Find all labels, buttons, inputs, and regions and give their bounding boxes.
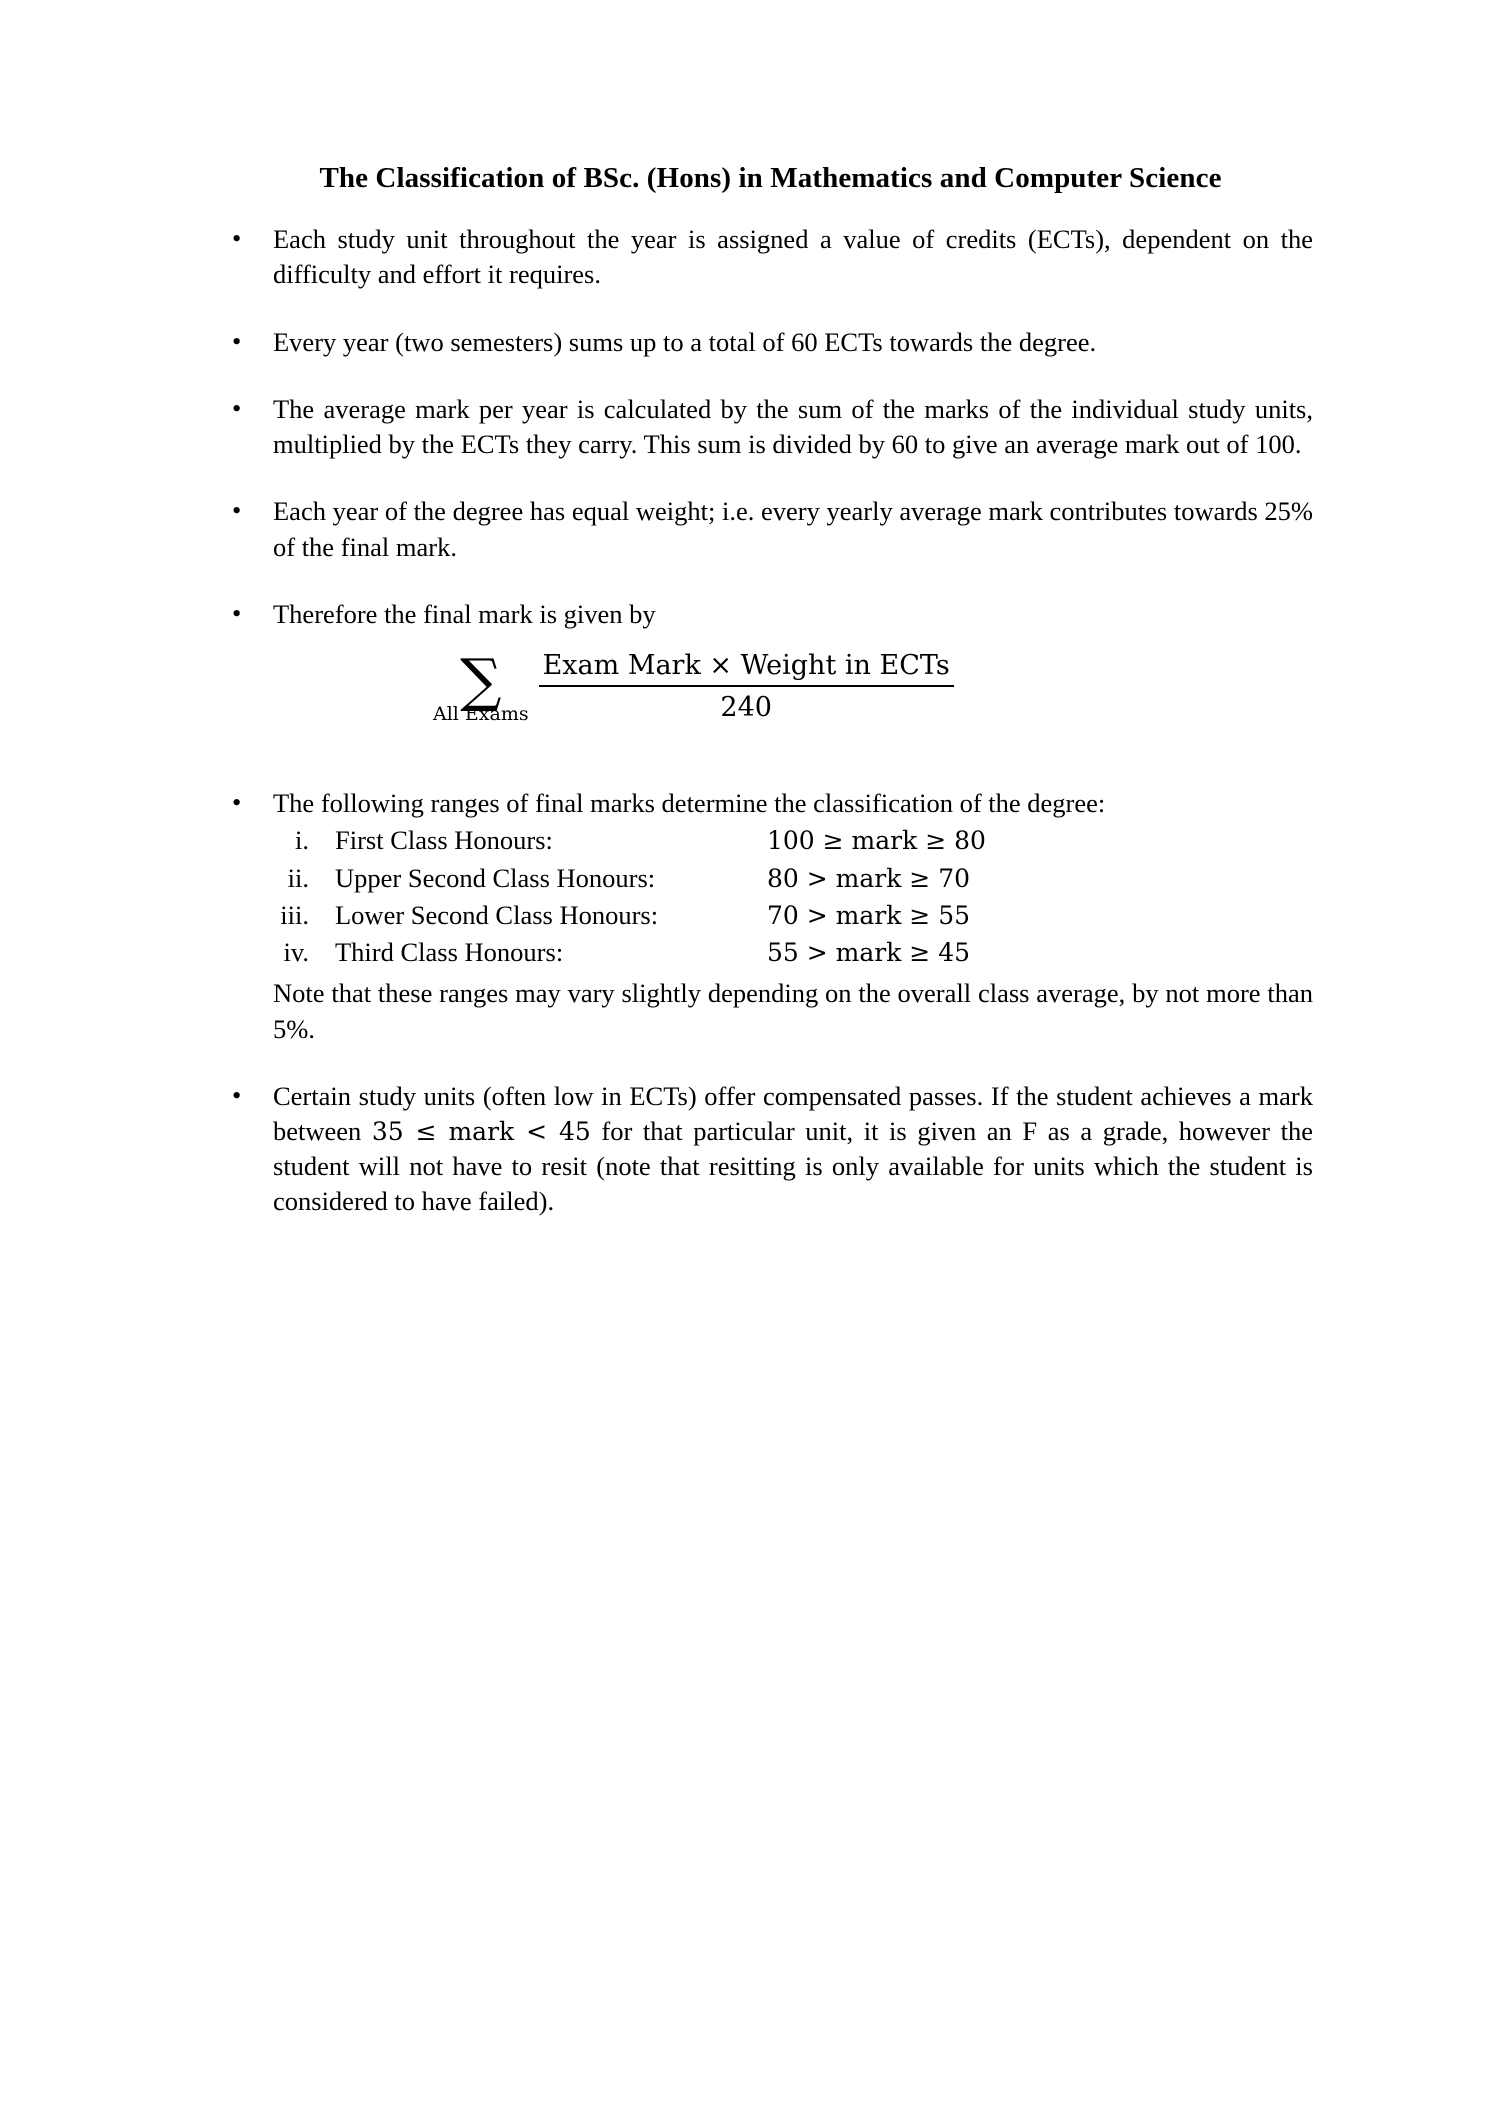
bullet-equal-weight [228, 494, 1313, 564]
bullet-ranges-intro-text: The following ranges of final marks determine the classification of the degree: [273, 788, 1106, 819]
bullet-average-mark [228, 392, 1313, 462]
bullet-yearly-total [228, 325, 1313, 360]
page-title: The Classification of BSc. (Hons) in Mathematics and Computer Science [319, 162, 1222, 194]
final-mark-formula [273, 648, 1313, 760]
list-item [273, 823, 1313, 858]
fraction-denominator: 240 [720, 692, 772, 724]
bullet-final-mark-text: Therefore the final mark is given by [273, 598, 656, 629]
list-item-numeral: iii. [280, 899, 309, 930]
list-item-label: Lower Second Class Honours: [335, 899, 659, 930]
list-item-range: 55 > mark ≥ 45 [767, 938, 971, 968]
list-item-range: 100 ≥ mark ≥ 80 [767, 826, 986, 856]
list-item-numeral: ii. [287, 862, 309, 893]
compensated-text-post: for that particular unit, it is given an F as a grade, however the student will not have to resit (note that resitting is only available for units which the student is considered to have failed). [273, 1116, 1314, 1217]
classification-note: Note that these ranges may vary slightly depending on the overall class average, by not more than 5%. [273, 978, 1313, 1044]
fraction-numerator: Exam Mark × Weight in ECTs [542, 650, 950, 682]
classification-list [273, 823, 1313, 970]
compensated-mark-range: 35 ≤ mark < 45 [371, 1117, 591, 1146]
bullet-credits-text: Each study unit throughout the year is assigned a value of credits (ECTs), dependent on the difficulty and effort it requires. [273, 224, 1313, 290]
list-item-range: 80 > mark ≥ 70 [767, 863, 971, 893]
list-item-numeral: iv. [283, 937, 309, 968]
bullet-marker-icon: • [232, 223, 242, 254]
formula-fraction [539, 650, 954, 723]
bullet-marker-icon: • [232, 597, 242, 628]
bullet-final-mark [228, 597, 1313, 760]
summation-subscript: All Exams [433, 703, 529, 726]
bullet-marker-icon: • [232, 495, 242, 526]
summation-operator [433, 646, 529, 726]
bullet-marker-icon: • [232, 787, 242, 818]
bullet-classification-ranges [228, 786, 1313, 1047]
list-item-label: Upper Second Class Honours: [335, 862, 656, 893]
list-item [273, 935, 1313, 970]
list-item-label: Third Class Honours: [335, 937, 564, 968]
bullet-yearly-total-text: Every year (two semesters) sums up to a total of 60 ECTs towards the degree. [273, 326, 1097, 357]
sigma-icon: ∑ [460, 646, 502, 715]
bullet-marker-icon: • [232, 392, 242, 423]
compensated-text-pre: Certain study units (often low in ECTs) offer compensated passes. If the student achieves a mark between [273, 1080, 1313, 1146]
formula-expression [433, 648, 954, 724]
list-item-range: 70 > mark ≥ 55 [767, 900, 971, 930]
bullet-marker-icon: • [232, 325, 242, 356]
bullet-average-mark-text: The average mark per year is calculated by the sum of the marks of the individual study units, multiplied by the ECTs they carry. This sum is divided by 60 to give an average mark out of 100. [273, 393, 1313, 460]
list-item [273, 861, 1313, 896]
document-body [228, 160, 1313, 1220]
bullet-compensated-passes [228, 1079, 1313, 1220]
bullet-credits [228, 222, 1313, 292]
bullet-marker-icon: • [232, 1079, 242, 1110]
list-item-label: First Class Honours: [335, 825, 553, 856]
list-item-numeral: i. [295, 825, 309, 856]
list-item [273, 898, 1313, 933]
bullet-equal-weight-text: Each year of the degree has equal weight; i.e. every yearly average mark contributes towards 25% of the final mark. [273, 496, 1313, 562]
